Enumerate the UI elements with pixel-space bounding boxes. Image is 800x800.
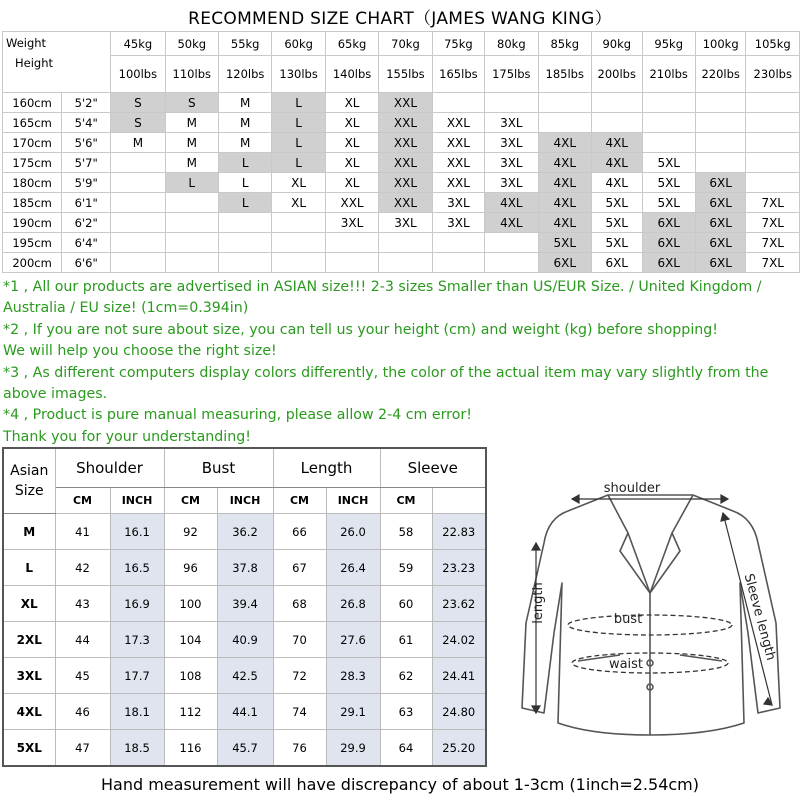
weight-kg-header: 65kg [325,32,378,56]
size-cell: 3XL [485,173,538,193]
size-cell: 5XL [642,153,695,173]
size-cell: 4XL [538,193,591,213]
recommend-size-table [2,31,800,273]
weight-kg-header: 60kg [272,32,325,56]
size-cell: XXL [432,173,484,193]
cm-value-cell: 66 [273,514,326,550]
size-cell: 7XL [746,233,800,253]
corner-weight-label: Weight [6,36,47,50]
height-row [3,193,800,213]
inch-value-cell: 24.41 [432,658,486,694]
weight-kg-header: 95kg [642,32,695,56]
weight-kg-header: 100kg [695,32,746,56]
unit-header: CM [273,488,326,514]
weight-lbs-header: 200lbs [591,56,642,93]
size-cell: XL [272,193,325,213]
cm-value-cell: 44 [55,622,110,658]
size-cell: 3XL [485,133,538,153]
inch-value-cell: 23.23 [432,550,486,586]
size-cell: 5XL [591,213,642,233]
size-cell: L [272,93,325,113]
size-label-cell: L [3,550,55,586]
height-cm-cell: 175cm [3,153,62,173]
size-cell [111,193,165,213]
measure-group-header: Bust [164,448,273,488]
sleeve-label: Sleeve length [740,572,779,663]
height-cm-cell: 160cm [3,93,62,113]
size-cell: 3XL [379,213,432,233]
size-cell [485,93,538,113]
size-cell: 4XL [538,213,591,233]
size-cell: XXL [379,113,432,133]
height-cm-cell: 180cm [3,173,62,193]
weight-lbs-row [3,56,800,93]
cm-value-cell: 92 [164,514,217,550]
size-cell [379,253,432,273]
cm-value-cell: 108 [164,658,217,694]
inch-value-cell: 44.1 [217,694,273,730]
size-cell [272,253,325,273]
size-cell: 4XL [591,133,642,153]
inch-value-cell: 23.62 [432,586,486,622]
height-ft-cell: 6'4" [62,233,111,253]
size-cell [111,173,165,193]
size-cell [111,153,165,173]
weight-lbs-header: 110lbs [165,56,218,93]
size-cell: M [165,113,218,133]
inch-value-cell: 40.9 [217,622,273,658]
cm-value-cell: 61 [380,622,432,658]
size-cell: XL [325,173,378,193]
inch-value-cell: 18.1 [110,694,164,730]
size-cell: 3XL [432,193,484,213]
size-cell: XL [325,133,378,153]
inch-value-cell: 26.8 [326,586,380,622]
size-cell [695,113,746,133]
size-cell: 3XL [485,113,538,133]
inch-value-cell: 17.3 [110,622,164,658]
inch-value-cell: 25.20 [432,730,486,767]
weight-kg-header: 45kg [111,32,165,56]
size-cell [325,233,378,253]
size-cell [746,153,800,173]
size-cell [538,93,591,113]
size-cell [695,93,746,113]
cm-value-cell: 42 [55,550,110,586]
height-cm-cell: 170cm [3,133,62,153]
cm-value-cell: 46 [55,694,110,730]
size-cell: 4XL [591,153,642,173]
length-label: length [531,582,546,624]
inch-value-cell: 28.3 [326,658,380,694]
size-cell [746,173,800,193]
size-cell [111,213,165,233]
size-cell: 7XL [746,253,800,273]
measure-row [3,730,486,767]
size-cell: XXL [432,113,484,133]
unit-header: CM [164,488,217,514]
jacket-lapel-left [628,533,650,735]
weight-lbs-header: 165lbs [432,56,484,93]
note-line: *2 , If you are not sure about size, you can tell us your height (cm) and weight (kg) before shopping! [3,321,718,338]
height-row [3,153,800,173]
size-cell: XXL [432,153,484,173]
unit-header-row [3,488,486,514]
height-row [3,93,800,113]
measure-group-header: Length [273,448,380,488]
cm-value-cell: 58 [380,514,432,550]
cm-value-cell: 45 [55,658,110,694]
jacket-measurement-diagram [508,473,793,748]
weight-kg-header: 85kg [538,32,591,56]
size-cell: 4XL [485,193,538,213]
weight-lbs-header: 175lbs [485,56,538,93]
size-cell [111,253,165,273]
size-cell: 5XL [538,233,591,253]
size-cell: 6XL [538,253,591,273]
size-label-cell: 4XL [3,694,55,730]
size-cell: S [111,113,165,133]
height-row [3,113,800,133]
measure-row [3,694,486,730]
weight-lbs-header: 120lbs [218,56,271,93]
size-cell: 7XL [746,213,800,233]
size-cell: L [272,153,325,173]
unit-header: CM [380,488,432,514]
cm-value-cell: 68 [273,586,326,622]
note-line: *1 , All our products are advertised in ASIAN size!!! 2-3 sizes Smaller than US/EUR Size. / United Kingdom / Australia / EU size! (1cm=0.394in) [3,279,762,317]
cm-value-cell: 67 [273,550,326,586]
cm-value-cell: 72 [273,658,326,694]
size-cell [432,253,484,273]
size-cell: 4XL [538,153,591,173]
size-cell: XL [325,93,378,113]
inch-value-cell: 16.5 [110,550,164,586]
size-cell [432,93,484,113]
note-line: *3 , As different computers display colors differently, the color of the actual item may vary slightly from the above images. [3,364,769,403]
cm-value-cell: 116 [164,730,217,767]
size-cell: L [272,113,325,133]
cm-value-cell: 74 [273,694,326,730]
weight-height-corner [3,32,111,93]
size-label-cell: XL [3,586,55,622]
shoulder-label: shoulder [603,481,661,496]
size-cell: 5XL [642,173,695,193]
height-ft-cell: 6'1" [62,193,111,213]
height-ft-cell: 6'6" [62,253,111,273]
size-cell: XL [272,173,325,193]
size-cell: XXL [379,173,432,193]
size-cell [485,233,538,253]
size-cell: XXL [379,153,432,173]
size-cell [591,113,642,133]
size-cell: 3XL [485,153,538,173]
inch-value-cell: 17.7 [110,658,164,694]
inch-value-cell: 37.8 [217,550,273,586]
size-cell: 6XL [695,193,746,213]
size-cell: 4XL [538,173,591,193]
size-cell [165,253,218,273]
height-cm-cell: 195cm [3,233,62,253]
size-cell: XXL [432,133,484,153]
unit-header [432,488,486,514]
cm-value-cell: 100 [164,586,217,622]
cm-value-cell: 64 [380,730,432,767]
notes [3,277,798,448]
note-line: We will help you choose the right size! [3,343,277,360]
size-cell [538,113,591,133]
size-cell: M [165,133,218,153]
size-cell: 6XL [591,253,642,273]
chart-title: RECOMMEND SIZE CHART（JAMES WANG KING） [188,9,612,29]
size-cell: S [165,93,218,113]
inch-value-cell: 16.9 [110,586,164,622]
cm-value-cell: 104 [164,622,217,658]
measure-row [3,550,486,586]
size-cell [165,213,218,233]
size-cell: 5XL [591,233,642,253]
size-cell: M [165,153,218,173]
note-line: Thank you for your understanding! [3,428,251,445]
size-cell: 4XL [591,173,642,193]
cm-value-cell: 112 [164,694,217,730]
size-cell: XL [325,153,378,173]
size-cell [746,113,800,133]
inch-value-cell: 27.6 [326,622,380,658]
height-row [3,173,800,193]
size-cell: XXL [325,193,378,213]
inch-value-cell: 16.1 [110,514,164,550]
size-cell [165,233,218,253]
size-cell [591,93,642,113]
footer-note: Hand measurement will have discrepancy of about 1-3cm (1inch=2.54cm) [101,775,699,794]
size-cell: 6XL [695,233,746,253]
weight-kg-header: 105kg [746,32,800,56]
inch-value-cell: 29.9 [326,730,380,767]
size-cell [218,253,271,273]
cm-value-cell: 47 [55,730,110,767]
weight-kg-header: 50kg [165,32,218,56]
measure-header-row [3,448,486,488]
size-cell [485,253,538,273]
size-cell: XL [325,113,378,133]
measure-row [3,514,486,550]
size-cell: M [218,93,271,113]
height-ft-cell: 5'2" [62,93,111,113]
jacket-lapel-right [650,533,672,593]
height-row [3,213,800,233]
size-cell: 5XL [642,193,695,213]
weight-lbs-header: 130lbs [272,56,325,93]
corner-height-label: Height [15,56,54,70]
weight-kg-header: 70kg [379,32,432,56]
inch-value-cell: 42.5 [217,658,273,694]
size-cell: L [218,153,271,173]
size-cell [325,253,378,273]
inch-value-cell: 36.2 [217,514,273,550]
size-cell [272,233,325,253]
size-cell [642,113,695,133]
waist-label: waist [608,657,644,672]
size-cell [642,93,695,113]
cm-value-cell: 96 [164,550,217,586]
size-cell: 6XL [642,213,695,233]
size-cell: 7XL [746,193,800,213]
measure-row [3,586,486,622]
size-cell [165,193,218,213]
weight-kg-header: 75kg [432,32,484,56]
size-cell: 4XL [485,213,538,233]
jacket-collar [608,495,693,593]
size-cell [111,233,165,253]
weight-lbs-header: 230lbs [746,56,800,93]
size-label-cell: 3XL [3,658,55,694]
unit-header: INCH [217,488,273,514]
size-label-cell: M [3,514,55,550]
weight-kg-header: 80kg [485,32,538,56]
measure-row [3,622,486,658]
size-cell [695,153,746,173]
size-cell: XXL [379,193,432,213]
height-cm-cell: 200cm [3,253,62,273]
weight-lbs-header: 210lbs [642,56,695,93]
size-cell: 5XL [591,193,642,213]
size-cell: 6XL [695,173,746,193]
size-cell: M [218,133,271,153]
height-cm-cell: 190cm [3,213,62,233]
size-cell [218,213,271,233]
weight-kg-row [3,32,800,56]
size-cell: 6XL [695,213,746,233]
size-cell: M [218,113,271,133]
height-ft-cell: 6'2" [62,213,111,233]
size-cell: L [218,193,271,213]
bust-label: bust [613,612,643,627]
height-cm-cell: 185cm [3,193,62,213]
height-row [3,233,800,253]
size-label-cell: 5XL [3,730,55,767]
height-cm-cell: 165cm [3,113,62,133]
cm-value-cell: 76 [273,730,326,767]
measure-group-header: Sleeve [380,448,486,488]
inch-value-cell: 45.7 [217,730,273,767]
unit-header: CM [55,488,110,514]
size-cell [642,133,695,153]
measure-group-header: Shoulder [55,448,164,488]
size-cell: 3XL [432,213,484,233]
weight-lbs-header: 185lbs [538,56,591,93]
weight-lbs-header: 100lbs [111,56,165,93]
measurement-table [2,447,487,767]
height-ft-cell: 5'4" [62,113,111,133]
size-cell [746,93,800,113]
inch-value-cell: 26.4 [326,550,380,586]
cm-value-cell: 59 [380,550,432,586]
size-cell [746,133,800,153]
size-cell: XXL [379,133,432,153]
size-cell: 6XL [695,253,746,273]
size-cell: 3XL [325,213,378,233]
inch-value-cell: 26.0 [326,514,380,550]
size-cell: 6XL [642,253,695,273]
weight-lbs-header: 155lbs [379,56,432,93]
inch-value-cell: 24.80 [432,694,486,730]
size-cell [379,233,432,253]
weight-kg-header: 55kg [218,32,271,56]
cm-value-cell: 60 [380,586,432,622]
size-cell: L [218,173,271,193]
height-ft-cell: 5'7" [62,153,111,173]
unit-header: INCH [326,488,380,514]
cm-value-cell: 41 [55,514,110,550]
inch-value-cell: 39.4 [217,586,273,622]
inch-value-cell: 24.02 [432,622,486,658]
size-cell: S [111,93,165,113]
size-cell [695,133,746,153]
inch-value-cell: 22.83 [432,514,486,550]
size-cell: 4XL [538,133,591,153]
size-cell: XXL [379,93,432,113]
cm-value-cell: 62 [380,658,432,694]
measure-row [3,658,486,694]
height-ft-cell: 5'9" [62,173,111,193]
unit-header: INCH [110,488,164,514]
asian-size-header: Asian Size [3,448,55,514]
size-cell [218,233,271,253]
cm-value-cell: 63 [380,694,432,730]
size-cell: L [272,133,325,153]
size-cell [432,233,484,253]
size-label-cell: 2XL [3,622,55,658]
weight-lbs-header: 140lbs [325,56,378,93]
weight-lbs-header: 220lbs [695,56,746,93]
cm-value-cell: 43 [55,586,110,622]
height-row [3,253,800,273]
note-line: *4 , Product is pure manual measuring, please allow 2-4 cm error! [3,407,472,424]
cm-value-cell: 70 [273,622,326,658]
inch-value-cell: 18.5 [110,730,164,767]
height-ft-cell: 5'6" [62,133,111,153]
inch-value-cell: 29.1 [326,694,380,730]
size-cell: L [165,173,218,193]
weight-kg-header: 90kg [591,32,642,56]
height-row [3,133,800,153]
size-cell: M [111,133,165,153]
size-cell [272,213,325,233]
size-cell: 6XL [642,233,695,253]
